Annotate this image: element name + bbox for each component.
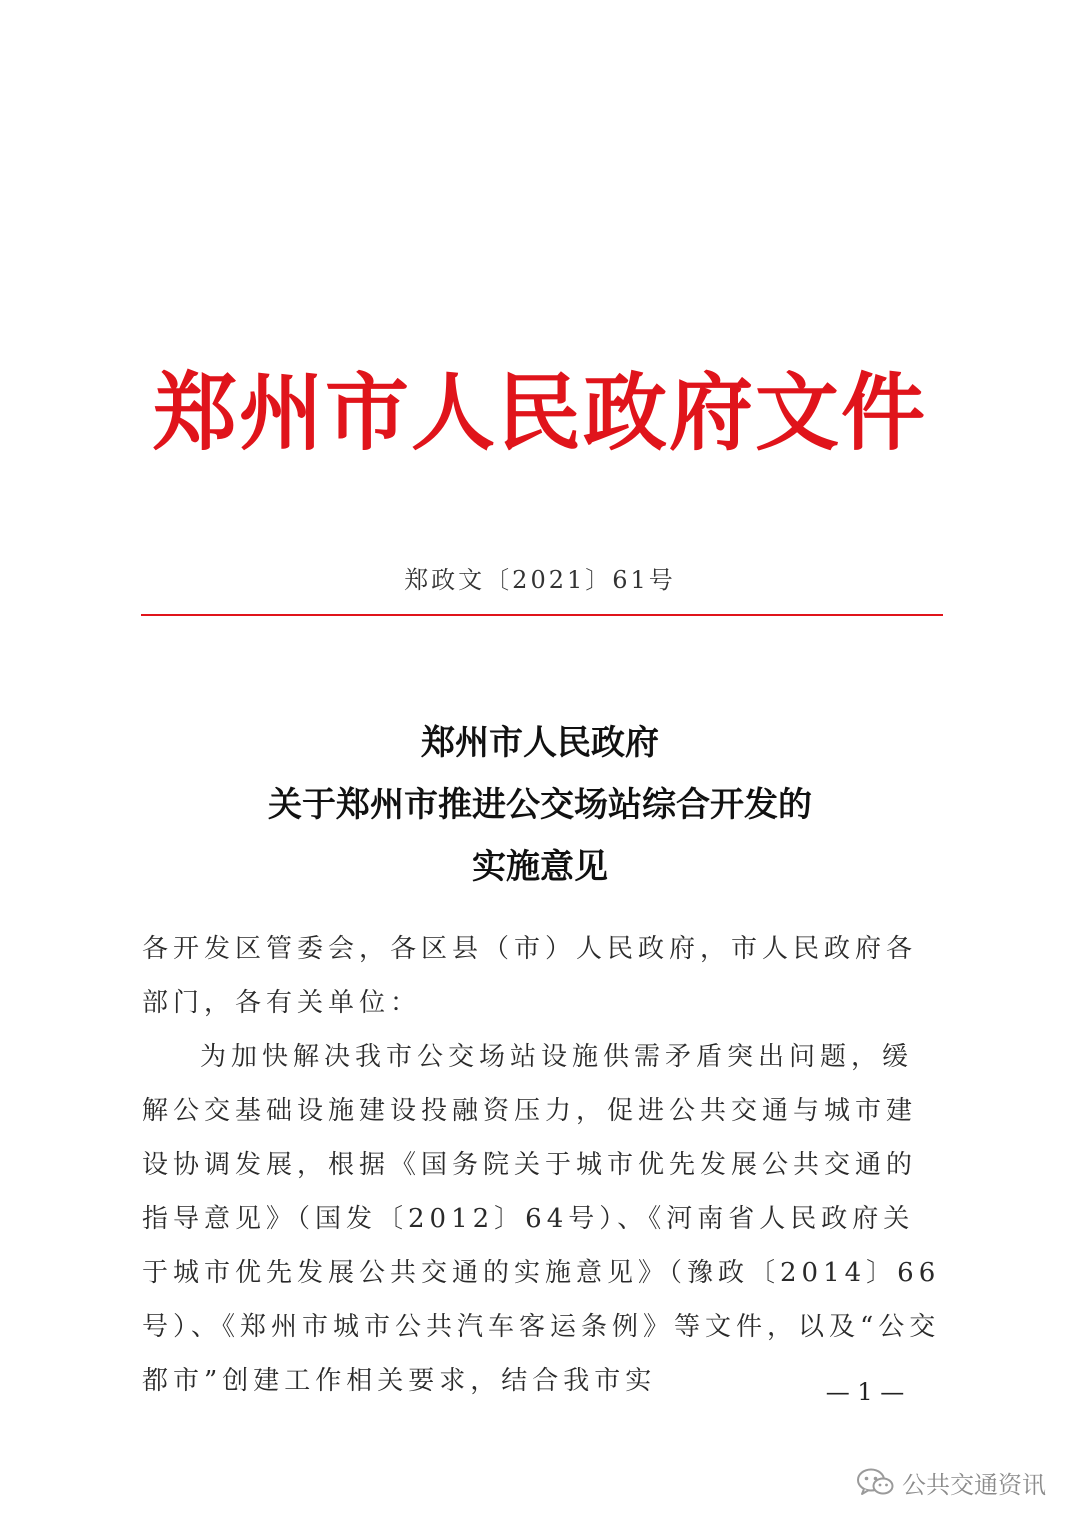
document-title: [0, 712, 1080, 898]
source-watermark: [856, 1462, 1046, 1502]
addressee-paragraph: 各开发区管委会，各区县（市）人民政府，市人民政府各部门，各有关单位：: [142, 934, 918, 1018]
page-number: — 1 —: [825, 1378, 905, 1406]
red-divider: [141, 614, 943, 616]
title-line-3: 实施意见: [472, 847, 608, 887]
wechat-icon: [856, 1467, 894, 1497]
document-number: 郑政文〔2021〕61号: [404, 566, 676, 594]
watermark-text: 公共交通资讯: [902, 1470, 1046, 1499]
body-paragraph: 为加快解决我市公交场站设施供需矛盾突出问题，缓解公交基础设施建设投融资压力，促进公共交通与城市建设协调发展，根据《国务院关于城市优先发展公共交通的指导意见》（国发〔2012〕64号）、《河南省人民政府关于城市优先发展公共交通的实施意见》（豫政〔2014〕66号）、《郑州市城市公共汽车客运条例》等文件，以及“公交都市”创建工作相关要求，结合我市实: [142, 1042, 941, 1396]
document-body: [142, 922, 942, 1408]
masthead-title: 郑州市人民政府文件: [152, 363, 927, 462]
title-line-1: 郑州市人民政府: [421, 723, 659, 763]
title-line-2: 关于郑州市推进公交场站综合开发的: [268, 785, 812, 825]
